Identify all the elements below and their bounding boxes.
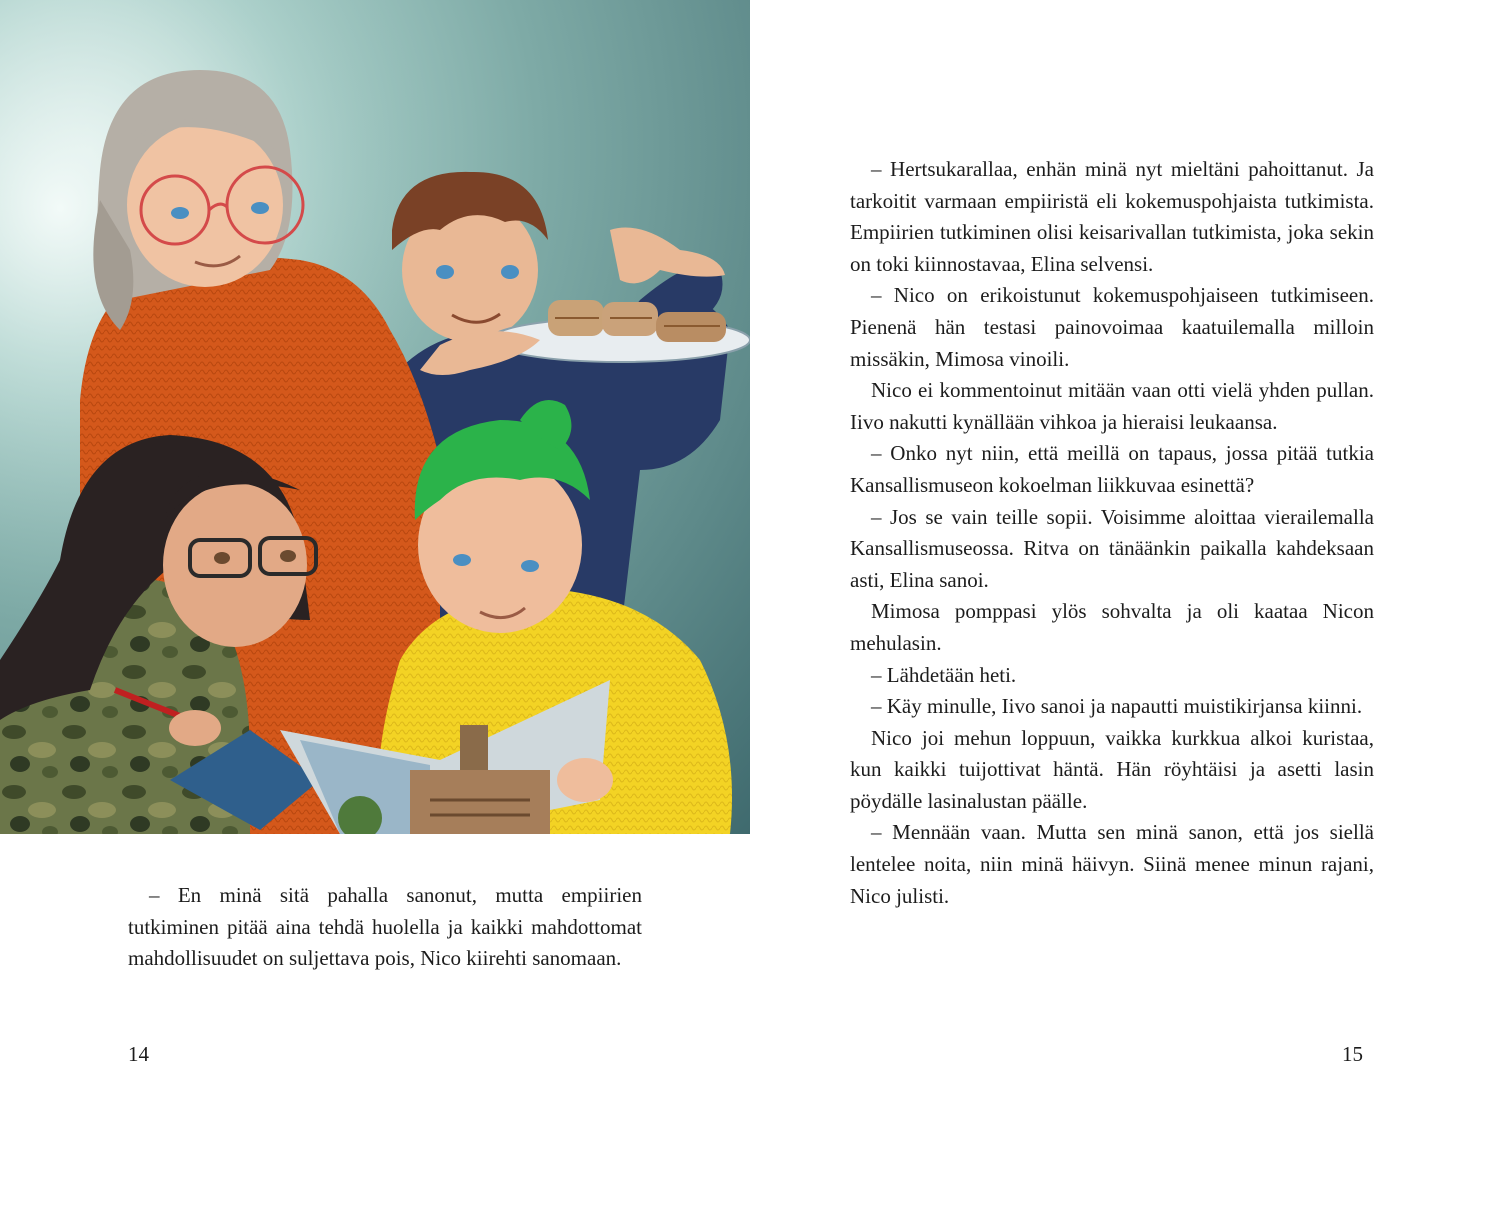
paragraph: – Mennään vaan. Mutta sen minä sanon, että jos siellä lentelee noita, niin minä häivyn. Siinä menee minun rajani, Nico julisti.	[850, 820, 1374, 908]
paragraph: Nico ei kommentoinut mitään vaan otti vielä yhden pullan. Iivo nakutti kynällään vihkoa ja hieraisi leukaansa.	[850, 378, 1374, 434]
illustration-image	[0, 0, 750, 834]
left-page-body	[128, 880, 642, 975]
paragraph: – Jos se vain teille sopii. Voisimme aloittaa vierailemalla Kansallismuseossa. Ritva on tänäänkin paikalla kahdeksaan asti, Elina sanoi.	[850, 504, 1374, 592]
paragraph: – Lähdetään heti.	[871, 662, 1017, 687]
paragraph: – Hertsukarallaa, enhän minä nyt mieltäni pahoittanut. Ja tarkoitit varmaan empiiristä eli kokemuspohjaista tutkimista. Empiirien tutkiminen olisi keisarivallan tutkimista, joka sekin on toki kiinnostavaa, Elina selvensi.	[850, 157, 1374, 276]
paragraph: Mimosa pomppasi ylös sohvalta ja oli kaataa Nicon mehulasin.	[850, 599, 1374, 655]
right-page	[750, 0, 1500, 1212]
page-number-left: 14	[128, 1042, 149, 1066]
paragraph: – Käy minulle, Iivo sanoi ja napautti muistikirjansa kiinni.	[871, 694, 1363, 719]
paragraph: Nico joi mehun loppuun, vaikka kurkkua alkoi kuristaa, kun kaikki tuijottivat häntä. Hän röyhtäisi ja asetti lasin pöydälle lasinalustan päälle.	[850, 725, 1374, 813]
paragraph: – Nico on erikoistunut kokemuspohjaiseen tutkimiseen. Pienenä hän testasi painovoimaa kaatuilemalla milloin missäkin, Mimosa vinoili.	[850, 283, 1374, 371]
right-page-body	[850, 154, 1374, 912]
paragraph: – Onko nyt niin, että meillä on tapaus, jossa pitää tutkia Kansallismuseon kokoelman liikkuvaa esinettä?	[850, 441, 1374, 497]
page-number-right: 15	[1342, 1042, 1363, 1066]
paragraph: – En minä sitä pahalla sanonut, mutta empiirien tutkiminen pitää aina tehdä huolella ja kaikki mahdottomat mahdollisuudet on suljettava pois, Nico kiirehti sanomaan.	[128, 883, 642, 971]
